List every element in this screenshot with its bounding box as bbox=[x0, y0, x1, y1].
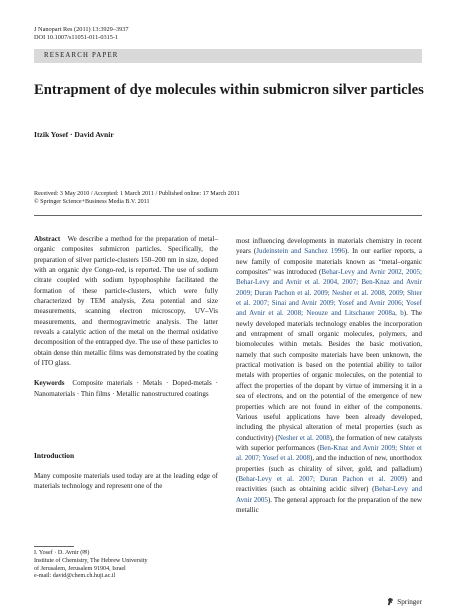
article-title: Entrapment of dye molecules within submicron silver particles bbox=[34, 82, 424, 98]
journal-doi: DOI 10.1007/s11051-011-0315-1 bbox=[34, 34, 119, 42]
keywords-label: Keywords bbox=[34, 379, 65, 388]
footnote-authors: I. Yosef · D. Avnir (✉) bbox=[34, 550, 90, 556]
introduction-text: Many composite materials used today are at the leading edge of materials technology and represent one of the bbox=[34, 472, 218, 491]
journal-header bbox=[34, 26, 129, 42]
body-text: ). In our earlier reports, a new family of composite materials known as “metal–organic composites” was introduced ( bbox=[236, 247, 422, 277]
journal-citation: J Nanopart Res (2011) 13:3929–3937 bbox=[34, 26, 129, 33]
publisher-name: Springer bbox=[397, 597, 422, 606]
citation-link[interactable]: Judeinstein and Sanchez 1996 bbox=[256, 247, 345, 256]
header-divider bbox=[34, 215, 422, 216]
author-footnote bbox=[34, 550, 218, 581]
keywords-block bbox=[34, 378, 218, 399]
citation-link[interactable]: Behar-Levy and Avnir 2005 bbox=[236, 485, 422, 504]
footnote-divider bbox=[34, 546, 74, 547]
abstract-text: We describe a method for the preparation of metal–organic composites submicron particles. Specifically, the preparation of silver particle-clusters 150–200 nm in size, doped with an organic dye Congo-red, is reported. The use of sodium citrate coupled with sodium hypophosphite facilitated the formation of these particle-clusters, which were fully characterized by TEM analysis, Zeta potential and size measurements, scanning electron microscopy, UV–Vis measurements, and thermogravimetric analysis. The latter reveals a catalytic action of the metal on the thermal oxidative decomposition of the entrapped dye. The use of these particles to obtain dense thin metallic films was demonstrated by the coating of ITO glass. bbox=[34, 235, 218, 368]
footnote-institute: Institute of Chemistry, The Hebrew University bbox=[34, 557, 148, 564]
article-dates bbox=[34, 190, 424, 206]
citation-link[interactable]: Ben-Knaz and Avnir 2009; Shter et al. 2007; Yosef et al. 2008 bbox=[236, 443, 422, 463]
abstract-label: Abstract bbox=[34, 235, 61, 243]
springer-horse-icon bbox=[386, 597, 395, 606]
footnote-email: e-mail: david@chem.ch.huji.ac.il bbox=[34, 573, 116, 580]
citation-link[interactable]: Behar-Levy et al. 2007; Duran Pachon et al. 2009 bbox=[238, 474, 405, 483]
body-text: ), the formation of new catalysts with superior performances ( bbox=[236, 433, 422, 452]
left-column bbox=[34, 234, 218, 399]
abstract-block bbox=[34, 234, 218, 368]
body-text: ). The general approach for the preparation of the new metallic bbox=[236, 495, 422, 514]
copyright-line: © Springer Science+Business Media B.V. 2011 bbox=[34, 199, 150, 206]
body-text: ). The newly developed materials technology enables the incorporation and entrapment of small organic molecules, polymers, and biomolecules within metals. Besides the basic motivation, namely that such composite materials have been unknown, the practical motivation is based on the potential ability to tailor metals with properties of organic molecules, on the potential to affect the properties of the dopant by virtue of immersing it in a sea of electrons, and on the potential of the emergence of new properties which are not found in either of the components. Various useful applications have been already developed, including the physical alteration of metal properties (such as conductivity) ( bbox=[236, 309, 422, 442]
introduction-heading: Introduction bbox=[34, 451, 75, 460]
citation-link[interactable]: Nesher et al. 2008 bbox=[277, 433, 330, 442]
body-text: most influencing developments in materials chemistry in recent years ( bbox=[236, 237, 422, 256]
article-authors: Itzik Yosef · David Avnir bbox=[34, 130, 114, 139]
citation-link[interactable]: Behar-Levy and Avnir 2002, 2005; Behar-Levy and Avnir et al. 2004, 2007; Ben-Knaz and Avnir 2009; Duran Pachon et al. 2009; Nesher et al. 2008, 2009; Shter et al. 2007; Sinai and Avnir 2009; Yosef and Avnir 2006; Yosef and Avnir et al. 2008; Neouze and Litschauer 2008a, b bbox=[236, 268, 422, 318]
right-column bbox=[236, 236, 422, 515]
footnote-address: of Jerusalem, Jerusalem 91904, Israel bbox=[34, 565, 126, 572]
body-text: ), and the induction of new, unorthodox properties (such as chirality of silver, gold, and palladium) ( bbox=[236, 454, 422, 483]
publisher-logo bbox=[386, 597, 422, 606]
keywords-text: Composite materials · Metals · Doped-metals · Nanomaterials · Thin films · Metallic nanostructured coatings bbox=[34, 379, 218, 398]
dates-line: Received: 3 May 2010 / Accepted: 1 March 2011 / Published online: 17 March 2011 bbox=[34, 191, 240, 197]
article-type-banner: RESEARCH PAPER bbox=[34, 49, 422, 63]
body-text: ) and reactivities (such as obtaining acidic silver) ( bbox=[236, 474, 422, 494]
